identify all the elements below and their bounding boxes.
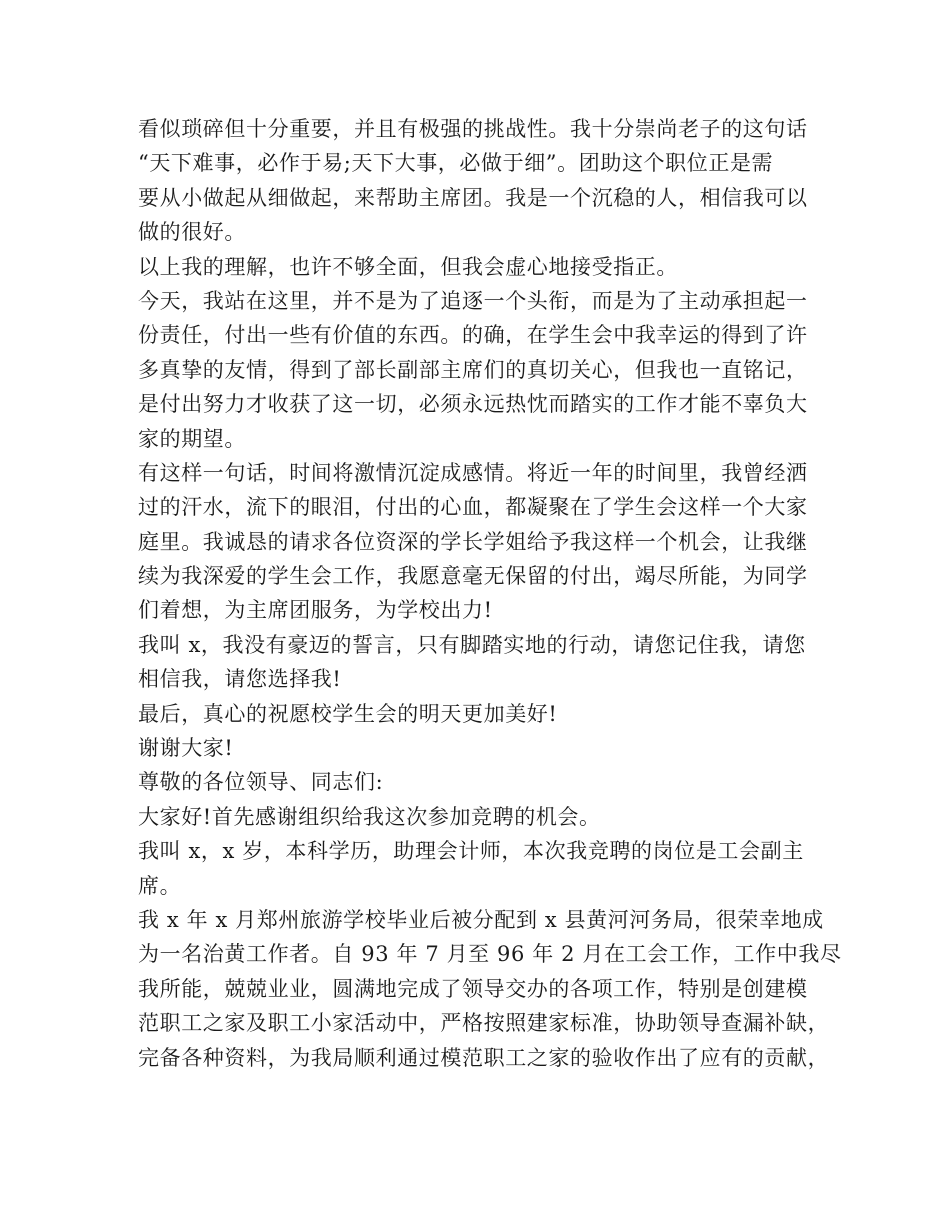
text-line: 谢谢大家! (138, 736, 234, 761)
text-line: 我叫 x，x 岁，本科学历，助理会计师，本次我竞聘的岗位是工会副主 (138, 839, 804, 864)
text-line: 最后，真心的祝愿校学生会的明天更加美好! (138, 701, 558, 726)
text-line: 是付出努力才收获了这一切，必须永远热忱而踏实的工作才能不辜负大 (138, 392, 808, 417)
text-line: 看似琐碎但十分重要，并且有极强的挑战性。我十分崇尚老子的这句话 (138, 117, 808, 141)
text-line: 做的很好。 (138, 220, 246, 245)
document-body (138, 112, 842, 1075)
text-line: 多真挚的友情，得到了部长副部主席们的真切关心，但我也一直铭记， (138, 357, 808, 382)
text-line: 以上我的理解，也许不够全面，但我会虚心地接受指正。 (138, 254, 678, 279)
text-line: 们着想，为主席团服务，为学校出力! (138, 598, 493, 623)
text-line: 尊敬的各位领导、同志们: (138, 770, 384, 795)
text-line: 过的汗水，流下的眼泪，付出的心血，都凝聚在了学生会这样一个大家 (138, 495, 808, 520)
text-line: 庭里。我诚恳的请求各位资深的学长学姐给予我这样一个机会，让我继 (138, 529, 808, 554)
text-line: 我所能，兢兢业业，圆满地完成了领导交办的各项工作，特别是创建模 (138, 976, 808, 1001)
text-line: 范职工之家及职工小家活动中，严格按照建家标准，协助领导查漏补缺， (138, 1011, 830, 1036)
text-line: 有这样一句话，时间将激情沉淀成感情。将近一年的时间里，我曾经洒 (138, 460, 808, 485)
text-line: 要从小做起从细做起，来帮助主席团。我是一个沉稳的人，相信我可以 (138, 185, 808, 210)
text-line: 我 x 年 x 月郑州旅游学校毕业后被分配到 x 县黄河河务局，很荣幸地成 (138, 907, 824, 932)
text-line: 续为我深爱的学生会工作，我愿意毫无保留的付出，竭尽所能，为同学 (138, 564, 808, 589)
text-line: 席。 (138, 873, 182, 898)
text-line: 大家好!首先感谢组织给我这次参加竞聘的机会。 (138, 804, 601, 829)
text-line: 家的期望。 (138, 426, 246, 451)
text-line: 为一名治黄工作者。自 93 年 7 月至 96 年 2 月在工会工作，工作中我尽 (138, 942, 842, 967)
text-line: “天下难事，必作于易;天下大事，必做于细”。团助这个职位正是需 (138, 151, 774, 176)
text-line: 今天，我站在这里，并不是为了追逐一个头衔，而是为了主动承担起一 (138, 288, 808, 313)
text-line: 份责任，付出一些有价值的东西。的确，在学生会中我幸运的得到了许 (138, 323, 808, 348)
text-line: 相信我，请您选择我! (138, 667, 342, 692)
text-line: 我叫 x，我没有豪迈的誓言，只有脚踏实地的行动，请您记住我，请您 (138, 632, 806, 657)
text-line: 完备各种资料，为我局顺利通过模范职工之家的验收作出了应有的贡献， (138, 1045, 830, 1070)
